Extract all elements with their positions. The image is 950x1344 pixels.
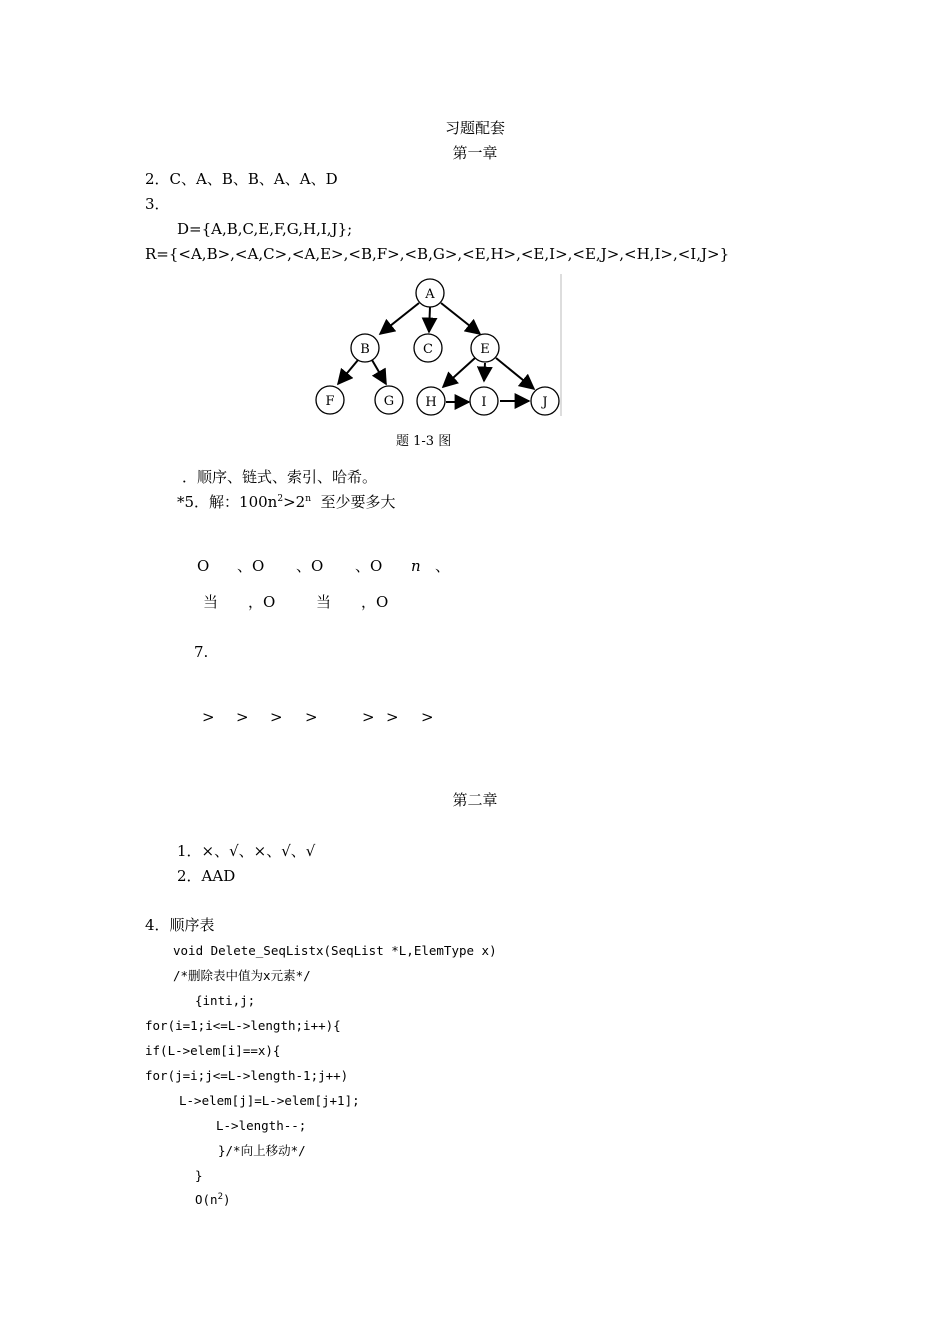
tree-diagram (310, 274, 564, 416)
doc-title: 习题配套 (444, 119, 505, 137)
chapter-1-heading: 第一章 (452, 144, 498, 162)
ch1-q7-number: 7. (194, 643, 209, 661)
node-A-label: A (425, 287, 435, 302)
q5-exponent-n: n (305, 494, 311, 504)
chapter-2-heading: 第二章 (452, 791, 498, 809)
code-line-9: }/*向上移动*/ (218, 1143, 306, 1158)
code-line-2: /*删除表中值为x元素*/ (173, 968, 311, 983)
q5-mid: >2 (283, 493, 306, 511)
edge-B-G (372, 360, 386, 384)
q6-line2-a: 当 (203, 593, 219, 611)
q7-gt-5: > (362, 708, 375, 726)
ch2-q2-answer: 2．AAD (177, 867, 236, 885)
code-line-1: void Delete_SeqListx(SeqList *L,ElemType x) (173, 943, 497, 958)
complexity-suffix: ) (223, 1192, 231, 1207)
q7-gt-3: > (270, 708, 283, 726)
q6-line1-d: 、O (355, 557, 383, 575)
q6-line2-d: ，O (361, 593, 389, 611)
complexity-prefix: O(n (195, 1192, 218, 1207)
q6-line1-c: 、O (296, 557, 324, 575)
q5-suffix: 至少要多大 (311, 493, 396, 511)
code-line-8: L->length--; (216, 1118, 307, 1133)
node-I-label: I (481, 395, 487, 410)
q7-gt-4: > (305, 708, 318, 726)
code-line-6: for(j=i;j<=L->length-1;j++) (145, 1068, 349, 1083)
q7-gt-6: > (386, 708, 399, 726)
code-line-4: for(i=1;i<=L->length;i++){ (145, 1018, 341, 1033)
code-line-7: L->elem[j]=L->elem[j+1]; (179, 1093, 360, 1108)
ch1-q2-answer: 2．C、A、B、B、A、A、D (145, 170, 338, 188)
node-B-label: B (360, 342, 370, 357)
code-line-5: if(L->elem[i]==x){ (145, 1043, 281, 1058)
node-E-label: E (480, 342, 490, 357)
code-line-3: {inti,j; (195, 993, 256, 1008)
node-H-label: H (425, 395, 437, 410)
q6-line1-a: O (197, 557, 210, 575)
complexity-exponent: 2 (217, 1191, 223, 1202)
edge-A-B (380, 303, 419, 334)
q6-line1-sep: 、 (435, 557, 451, 575)
edge-E-H (443, 358, 475, 387)
edge-E-I (484, 363, 485, 381)
q6-line2-c: 当 (316, 593, 332, 611)
q6-line1-b: 、O (237, 557, 265, 575)
ch1-q3-number: 3． (145, 195, 170, 213)
q7-gt-7: > (421, 708, 434, 726)
q7-gt-1: > (202, 708, 215, 726)
ch1-q5-answer (177, 492, 396, 512)
q6-line2-b: ，O (248, 593, 276, 611)
ch2-q4-heading: 4．顺序表 (145, 916, 215, 934)
ch1-q4-answer: ．顺序、链式、索引、哈希。 (182, 468, 378, 486)
ch1-q3-relation-R: R={<A,B>,<A,C>,<A,E>,<B,F>,<B,G>,<E,H>,<E,I>,<E,J>,<H,I>,<I,J>} (145, 245, 730, 263)
node-C-label: C (423, 342, 433, 357)
q5-prefix: *5．解：100n (177, 493, 278, 511)
q6-line1-n: n (411, 557, 421, 575)
node-J-label: J (542, 395, 548, 410)
complexity (195, 1190, 231, 1210)
q5-exponent-2: 2 (277, 494, 284, 504)
edge-A-C (429, 307, 430, 332)
ch2-q1-answer: 1．×、√、×、√、√ (177, 842, 316, 860)
node-G-label: G (383, 394, 395, 409)
edge-A-E (441, 303, 480, 334)
node-F-label: F (325, 394, 335, 409)
ch1-q3-set-D: D={A,B,C,E,F,G,H,I,J}; (177, 220, 353, 238)
code-line-10: } (195, 1168, 203, 1183)
edge-E-J (496, 358, 534, 389)
figure-caption: 题 1-3 图 (396, 434, 452, 449)
q7-gt-2: > (236, 708, 249, 726)
edge-B-F (338, 360, 358, 384)
